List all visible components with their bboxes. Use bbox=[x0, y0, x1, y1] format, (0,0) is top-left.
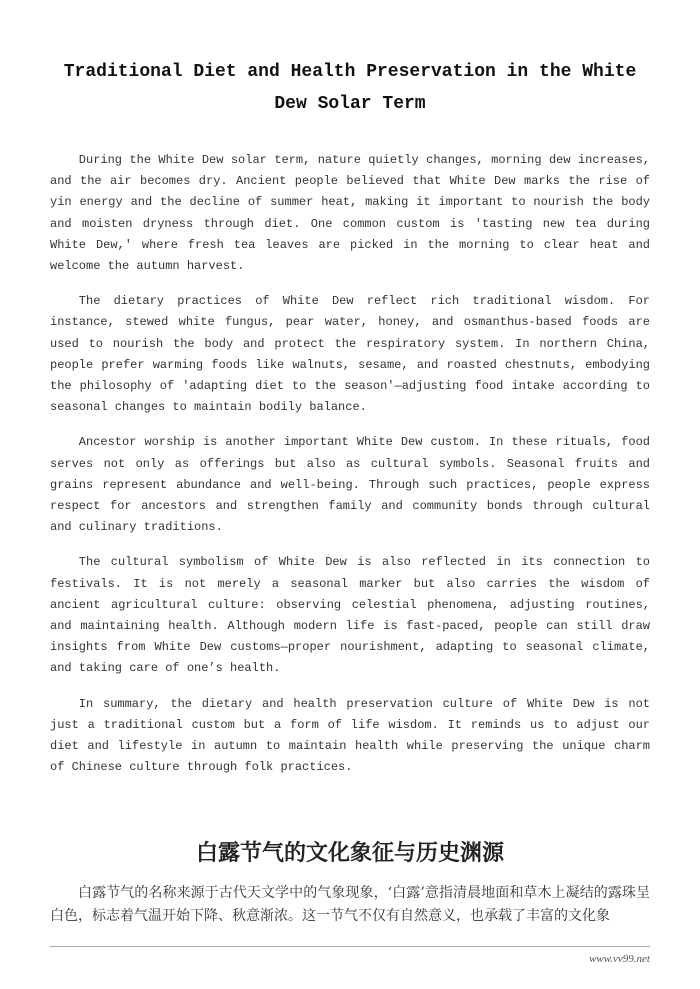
footer-url: www.vv99.net bbox=[589, 953, 650, 966]
footer-divider bbox=[50, 946, 650, 947]
paragraph: The cultural symbolism of White Dew is also reflected in its connection to festivals. It is not merely a seasonal marker but also carries the wisdom of ancient agricultural culture: observing celestial phenomena, adjusting routines, and maintaining health. Although modern life is fast-paced, people can still draw insights from White Dew customs—proper nourishment, adapting to seasonal climate, and taking care of one’s health. bbox=[50, 555, 650, 676]
paragraph: During the White Dew solar term, nature quietly changes, morning dew increases, and the air becomes dry. Ancient people believed that White Dew marks the rise of yin energy and the decline of summer heat, making it important to nourish the body and moisten dryness through diet. One common custom is 'tasting new tea during White Dew,' where fresh tea leaves are picked in the morning to clear heat and welcome the autumn harvest. bbox=[50, 153, 650, 274]
paragraph: Ancestor worship is another important White Dew custom. In these rituals, food serves not only as offerings but also as cultural symbols. Seasonal fruits and grains represent abundance and well-being. Through such practices, people express respect for ancestors and strengthen family and community bonds through cultural and culinary traditions. bbox=[50, 435, 650, 535]
section-heading: 白露节气的文化象征与历史渊源 bbox=[195, 840, 504, 867]
document-title: Traditional Diet and Health Preservation in the White Dew Solar Term bbox=[63, 62, 637, 114]
paragraph: In summary, the dietary and health preservation culture of White Dew is not just a traditional custom but a form of life wisdom. It reminds us to adjust our diet and lifestyle in autumn to maintain health while preserving the unique charm of Chinese culture through folk practices. bbox=[50, 696, 650, 775]
paragraph: The dietary practices of White Dew reflect rich traditional wisdom. For instance, stewed white fungus, pear water, honey, and osmanthus-based foods are used to nourish the body and protect the respiratory system. In northern China, people prefer warming foods like walnuts, sesame, and roasted chestnuts, embodying the philosophy of 'adapting diet to the season'—adjusting food intake according to seasonal changes to maintain bodily balance. bbox=[50, 294, 650, 415]
chinese-paragraph: 白露节气的名称来源于古代天文学中的气象现象，‘白露’意指清晨地面和草木上凝结的露珠呈白色，标志着气温开始下降、秋意渐浓。这一节气不仅有自然意义，也承载了丰富的文化象 bbox=[50, 885, 650, 925]
english-body bbox=[50, 150, 650, 778]
